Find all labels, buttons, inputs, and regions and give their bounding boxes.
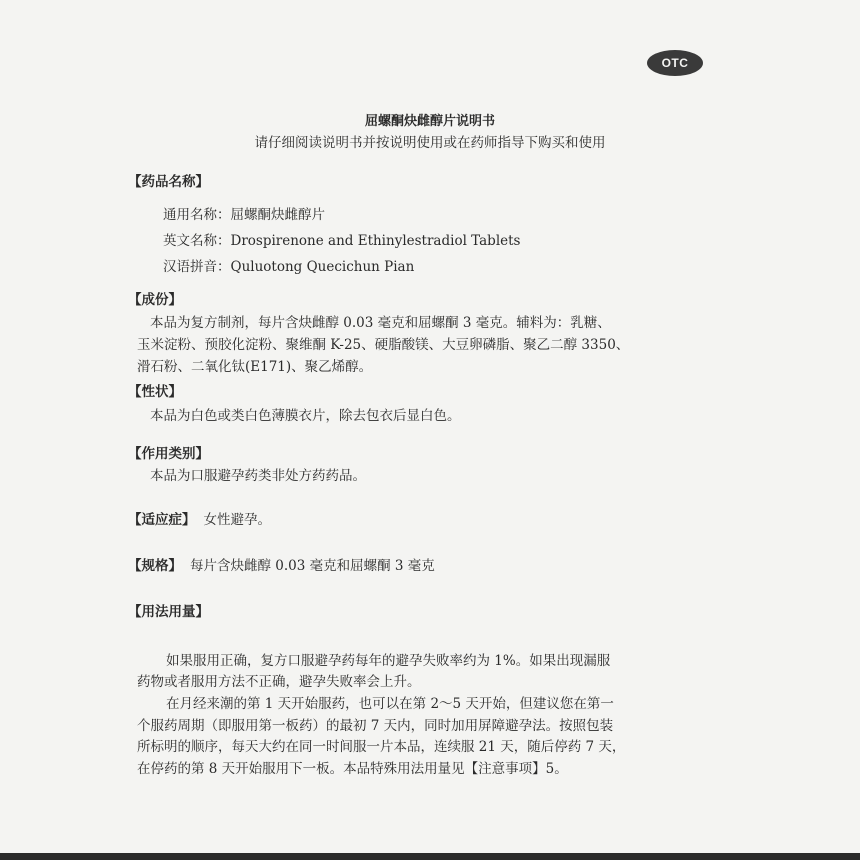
- section-heading-usage: 【用法用量】: [128, 604, 209, 620]
- section-heading-appearance: 【性状】: [128, 384, 182, 400]
- drug-pinyin-name: 汉语拼音：Quluotong Quecichun Pian: [163, 259, 415, 275]
- usage-paragraph-line: 如果服用正确，复方口服避孕药每年的避孕失败率约为 1%。如果出现漏服: [166, 653, 611, 669]
- otc-badge: OTC: [647, 50, 703, 76]
- section-heading-composition: 【成份】: [128, 292, 182, 308]
- usage-paragraph-line: 在月经来潮的第 1 天开始服药，也可以在第 2～5 天开始，但建议您在第一: [166, 696, 614, 712]
- section-heading-drug-name: 【药品名称】: [128, 174, 209, 190]
- section-specification: [128, 554, 435, 574]
- specification-text: 每片含炔雌醇 0.03 毫克和屈螺酮 3 毫克: [190, 558, 435, 574]
- composition-line: 玉米淀粉、预胶化淀粉、聚维酮 K-25、硬脂酸镁、大豆卵磷脂、聚乙二醇 3350、: [137, 337, 630, 353]
- composition-line: 滑石粉、二氧化钛(E171)、聚乙烯醇。: [137, 359, 373, 375]
- composition-line: 本品为复方制剂，每片含炔雌醇 0.03 毫克和屈螺酮 3 毫克。辅料为：乳糖、: [150, 315, 611, 331]
- document-subtitle: 请仔细阅读说明书并按说明使用或在药师指导下购买和使用: [254, 135, 606, 151]
- usage-paragraph-line: 个服药周期（即服用第一板药）的最初 7 天内，同时加用屏障避孕法。按照包装: [137, 718, 614, 734]
- section-indication: [128, 508, 271, 528]
- usage-paragraph-line: 在停药的第 8 天开始服用下一板。本品特殊用法用量见【注意事项】5。: [137, 761, 568, 777]
- section-heading-category: 【作用类别】: [128, 446, 209, 462]
- document-title: 屈螺酮炔雌醇片说明书: [364, 114, 495, 129]
- usage-paragraph-line: 药物或者服用方法不正确，避孕失败率会上升。: [137, 674, 421, 690]
- drug-english-name: 英文名称：Drospirenone and Ethinylestradiol Tablets: [163, 233, 521, 249]
- bottom-edge-bar: [0, 853, 860, 860]
- indication-text: 女性避孕。: [203, 512, 271, 528]
- category-text: 本品为口服避孕药类非处方药药品。: [150, 468, 366, 484]
- section-heading-specification: 【规格】: [128, 558, 182, 574]
- appearance-text: 本品为白色或类白色薄膜衣片，除去包衣后显白色。: [150, 408, 461, 424]
- usage-paragraph-line: 所标明的顺序，每天大约在同一时间服一片本品，连续服 21 天，随后停药 7 天，: [137, 739, 626, 755]
- drug-common-name: 通用名称：屈螺酮炔雌醇片: [163, 207, 325, 223]
- section-heading-indication: 【适应症】: [128, 512, 196, 528]
